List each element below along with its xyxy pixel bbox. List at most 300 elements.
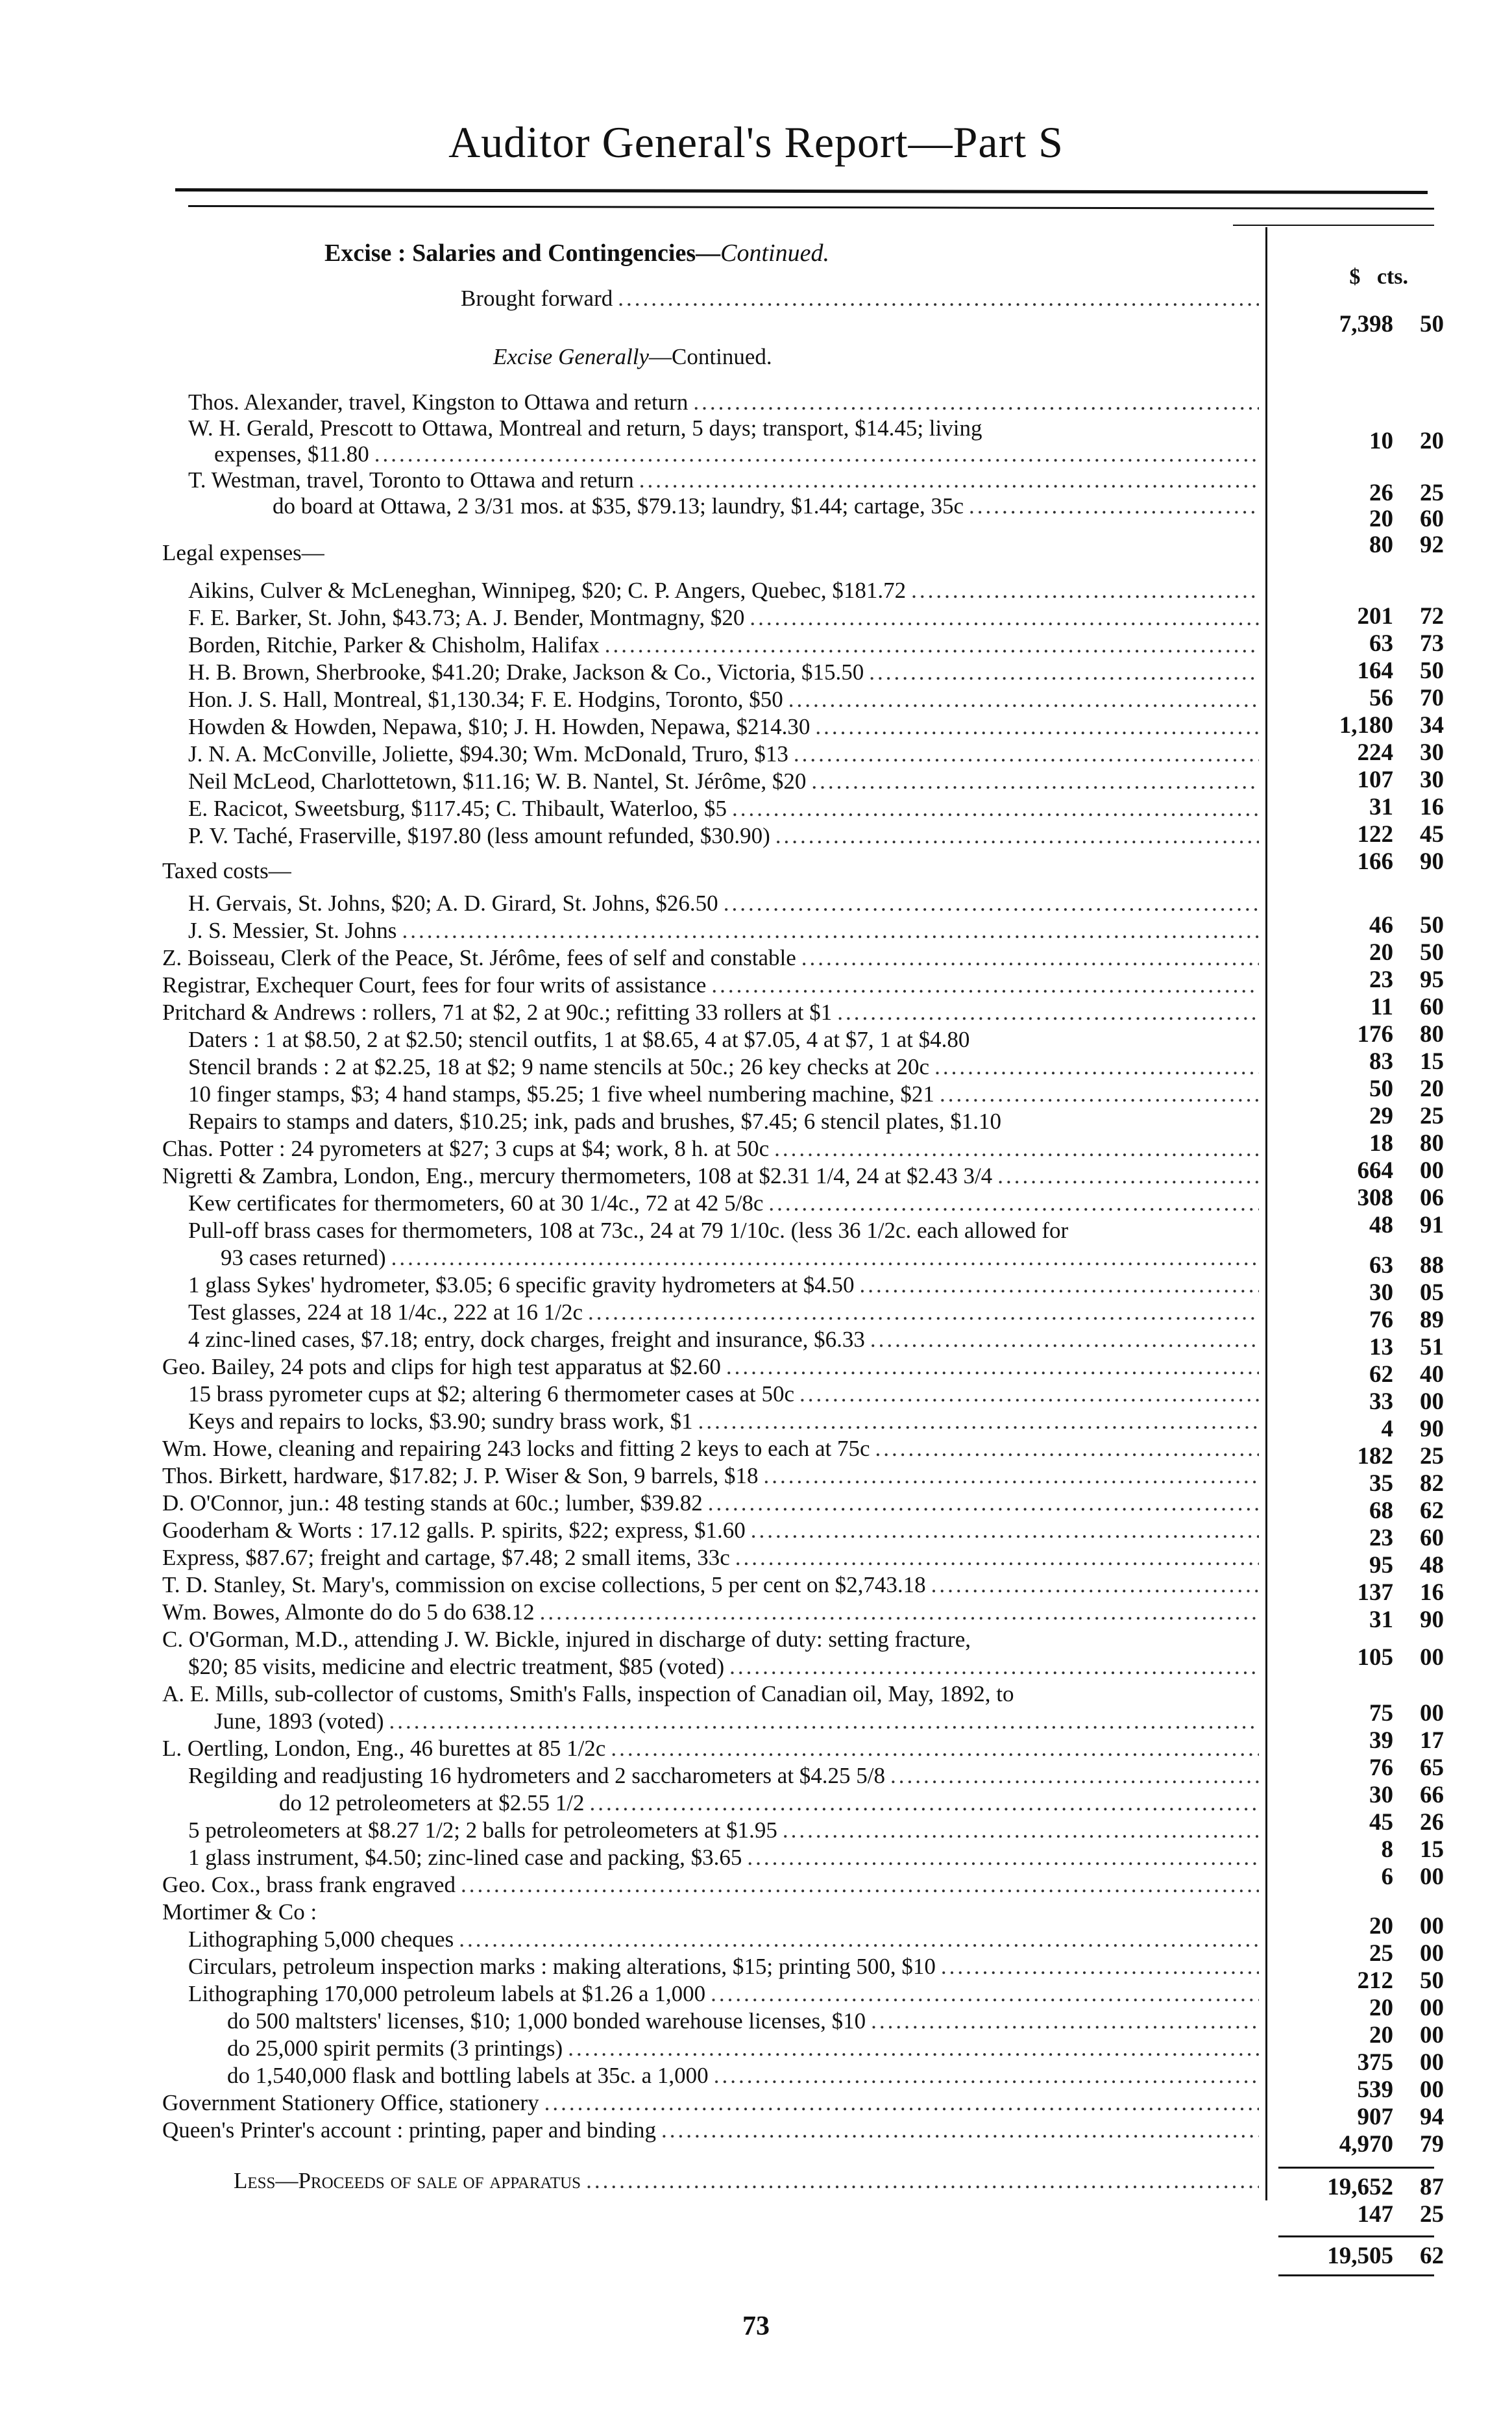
amount-dollars: 182 — [1357, 1443, 1393, 1470]
amount-dollars: 19,505 — [1327, 2243, 1393, 2269]
leader-dots — [796, 945, 1259, 971]
entry-text: Queen's Printer's account : printing, paper and binding — [162, 2117, 657, 2143]
entry-line — [188, 1299, 1259, 1325]
amount-cents: 62 — [1420, 2243, 1444, 2269]
amount-cents: 00 — [1420, 1644, 1444, 1671]
leader-dots — [718, 891, 1259, 917]
amount-dollars: 8 — [1381, 1836, 1393, 1863]
less-label: Less—Proceeds of sale of apparatus — [234, 2168, 581, 2193]
entry-line — [188, 632, 1259, 658]
entry-text: L. Oertling, London, Eng., 46 burettes at 85 1/2c — [162, 1736, 606, 1761]
leader-dots — [777, 1817, 1259, 1843]
amount-row — [1282, 2050, 1444, 2076]
amount-dollars: 166 — [1357, 848, 1393, 875]
leader-dots — [656, 2117, 1259, 2143]
header-rule-thin — [188, 205, 1434, 210]
amount-cents: 00 — [1420, 2076, 1444, 2103]
entry-line — [162, 972, 1259, 998]
leader-dots — [709, 2063, 1259, 2089]
leader-dots — [727, 796, 1259, 822]
leader-dots — [605, 1736, 1259, 1762]
amount-dollars: 30 — [1369, 1782, 1393, 1808]
amount-dollars: 147 — [1357, 2201, 1393, 2228]
leader-dots — [865, 1327, 1259, 1353]
amount-row — [1282, 913, 1444, 939]
entry-text: A. E. Mills, sub-collector of customs, Smith's Falls, inspection of Canadian oil, May, 1892, to — [162, 1681, 1014, 1706]
amount-cents: 00 — [1420, 1700, 1444, 1727]
leader-dots — [746, 1518, 1259, 1544]
subheading — [493, 344, 772, 370]
amount-row — [1282, 1022, 1444, 1048]
amount-row — [1282, 994, 1444, 1020]
entry-text: Regilding and readjusting 16 hydrometers and 2 saccharometers at $4.25 5/8 — [188, 1763, 886, 1788]
amount-dollars: 308 — [1357, 1185, 1393, 1211]
entry-text: D. O'Connor, jun.: 48 testing stands at 60c.; lumber, $39.82 — [162, 1490, 703, 1516]
entry-text: do 12 petroleometers at $2.55 1/2 — [279, 1790, 585, 1816]
leader-dots — [769, 1136, 1259, 1162]
leader-dots — [742, 1845, 1259, 1871]
total-rule — [1278, 2235, 1434, 2237]
entry-text: Taxed costs— — [162, 858, 291, 883]
amount-dollars: 30 — [1369, 1279, 1393, 1306]
amount-cents: 51 — [1420, 1334, 1444, 1360]
amount-cents: 50 — [1420, 658, 1444, 684]
amount-row — [1282, 940, 1444, 966]
amount-cents: 70 — [1420, 685, 1444, 711]
entry-line — [162, 945, 1259, 971]
entry-line — [188, 1381, 1259, 1407]
amount-row — [1282, 2077, 1444, 2103]
entry-line — [162, 1354, 1259, 1380]
entry-line — [162, 858, 291, 884]
amount-dollars: 76 — [1369, 1754, 1393, 1781]
entry-text: P. V. Taché, Fraserville, $197.80 (less amount refunded, $30.90) — [188, 823, 770, 848]
entry-line — [188, 1763, 1259, 1789]
entry-line — [188, 578, 1259, 604]
entry-line — [188, 415, 982, 441]
leader-dots — [759, 1463, 1259, 1489]
amount-dollars: 19,652 — [1327, 2174, 1393, 2200]
entry-line — [188, 1409, 1259, 1434]
entry-line — [162, 1463, 1259, 1489]
amount-cents: 60 — [1420, 506, 1444, 532]
amount-dollars: 11 — [1371, 994, 1393, 1020]
entry-text: 1 glass instrument, $4.50; zinc-lined case and packing, $3.65 — [188, 1845, 742, 1870]
amount-row — [1282, 506, 1444, 532]
amount-cents: 06 — [1420, 1185, 1444, 1211]
amount-dollars: 80 — [1369, 532, 1393, 558]
entry-line — [162, 2117, 1259, 2143]
leader-dots — [613, 286, 1259, 312]
dollar-sign: $ — [1349, 265, 1361, 289]
amount-cents: 50 — [1420, 311, 1444, 338]
leader-dots — [730, 1545, 1259, 1571]
leader-dots — [870, 1436, 1259, 1462]
amount-cents: 48 — [1420, 1552, 1444, 1579]
entry-line — [188, 1817, 1259, 1843]
amount-row — [1282, 1607, 1444, 1633]
entry-text: 10 finger stamps, $3; 4 hand stamps, $5.25; 1 five wheel numbering machine, $21 — [188, 1081, 934, 1107]
entry-text: Thos. Alexander, travel, Kingston to Ottawa and return — [188, 389, 689, 415]
entry-line — [188, 1081, 1259, 1107]
entry-line — [162, 1545, 1259, 1571]
amount-dollars: 83 — [1369, 1048, 1393, 1075]
entry-text: Daters : 1 at $8.50, 2 at $2.50; stencil outfits, 1 at $8.65, 4 at $7.05, 4 at $7, 1 at $4.80 — [188, 1027, 970, 1052]
entry-text: W. H. Gerald, Prescott to Ottawa, Montreal and return, 5 days; transport, $14.45; living — [188, 415, 982, 441]
entry-text: Borden, Ritchie, Parker & Chisholm, Halifax — [188, 632, 600, 658]
amount-row — [1282, 2023, 1444, 2049]
amount-cents: 25 — [1420, 1103, 1444, 1129]
entry-text: do 500 maltsters' licenses, $10; 1,000 bonded warehouse licenses, $10 — [227, 2008, 866, 2034]
leader-dots — [864, 659, 1259, 685]
entry-line — [188, 687, 1259, 713]
entry-text: Pritchard & Andrews : rollers, 71 at $2, 2 at 90c.; refitting 33 rollers at $1 — [162, 1000, 833, 1025]
page-number: 73 — [742, 2311, 770, 2341]
leader-dots — [581, 2168, 1259, 2194]
amount-dollars: 375 — [1357, 2049, 1393, 2076]
amount-cents: 40 — [1420, 1361, 1444, 1388]
amount-cents: 00 — [1420, 2022, 1444, 2049]
entry-line — [188, 1926, 1259, 1952]
amount-row — [1282, 1076, 1444, 1102]
entry-line — [162, 1000, 1259, 1026]
leader-dots — [936, 1954, 1259, 1980]
entry-text: T. D. Stanley, St. Mary's, commission on excise collections, 5 per cent on $2,743.18 — [162, 1572, 926, 1597]
entry-text: Test glasses, 224 at 18 1/4c., 222 at 16 1/2c — [188, 1299, 583, 1325]
leader-dots — [706, 972, 1259, 998]
amount-dollars: 105 — [1357, 1644, 1393, 1671]
entry-line — [188, 389, 1259, 415]
amount-cents: 34 — [1420, 712, 1444, 739]
entry-text: Repairs to stamps and daters, $10.25; ink, pads and brushes, $7.45; 6 stencil plates, $1.10 — [188, 1109, 1002, 1134]
amount-cents: 30 — [1420, 739, 1444, 766]
leader-dots — [929, 1054, 1259, 1080]
cents-header: cts. — [1376, 265, 1408, 289]
brought-forward-line — [461, 286, 1259, 312]
leader-dots — [384, 1708, 1259, 1734]
entry-line — [162, 1490, 1259, 1516]
amount-dollars: 62 — [1369, 1361, 1393, 1388]
entry-line — [188, 823, 1259, 849]
amount-row — [1282, 1280, 1444, 1306]
entry-text: Neil McLeod, Charlottetown, $11.16; W. B. Nantel, St. Jérôme, $20 — [188, 769, 807, 794]
amount-cents: 90 — [1420, 1606, 1444, 1633]
entry-line — [188, 1190, 1259, 1216]
amount-row — [1282, 1498, 1444, 1524]
entry-text: Aikins, Culver & McLeneghan, Winnipeg, $20; C. P. Angers, Quebec, $181.72 — [188, 578, 907, 603]
entry-line — [188, 1845, 1259, 1871]
amount-dollars: 50 — [1369, 1076, 1393, 1102]
amount-cents: 79 — [1420, 2131, 1444, 2158]
amount-dollars: 164 — [1357, 658, 1393, 684]
entry-text: do 1,540,000 flask and bottling labels at 35c. a 1,000 — [227, 2063, 709, 2088]
amount-dollars: 10 — [1369, 428, 1393, 454]
less-line — [234, 2168, 1259, 2194]
amount-dollars: 48 — [1369, 1212, 1393, 1238]
section-heading-text: Excise : Salaries and Contingencies— — [324, 240, 721, 267]
amount-row — [1282, 1645, 1444, 1671]
leader-dots — [396, 918, 1259, 944]
entry-line — [273, 493, 1259, 519]
amount-row — [1282, 1253, 1444, 1279]
amount-cents: 00 — [1420, 1995, 1444, 2021]
amount-row — [1282, 1444, 1444, 1470]
entry-text: Mortimer & Co : — [162, 1899, 317, 1925]
amount-dollars: 26 — [1369, 480, 1393, 506]
amount-dollars: 23 — [1369, 966, 1393, 993]
entry-text: Hon. J. S. Hall, Montreal, $1,130.34; F. E. Hodgins, Toronto, $50 — [188, 687, 783, 712]
amount-row — [1282, 1525, 1444, 1551]
amount-cents: 66 — [1420, 1782, 1444, 1808]
entry-text: C. O'Gorman, M.D., attending J. W. Bickle, injured in discharge of duty: setting fracture, — [162, 1627, 971, 1652]
entry-line — [162, 1681, 1014, 1707]
amount-cents: 00 — [1420, 1864, 1444, 1890]
entry-line — [162, 1136, 1259, 1162]
entry-line — [188, 1218, 1068, 1244]
amount-cents: 87 — [1420, 2174, 1444, 2200]
amount-dollars: 45 — [1369, 1809, 1393, 1836]
entry-line — [162, 1599, 1259, 1625]
entry-line — [162, 1627, 971, 1653]
entry-text: J. S. Messier, St. Johns — [188, 918, 397, 943]
amount-cents: 89 — [1420, 1307, 1444, 1333]
amount-dollars: 25 — [1369, 1940, 1393, 1967]
amount-cents: 80 — [1420, 1130, 1444, 1157]
amount-dollars: 56 — [1369, 685, 1393, 711]
entry-line — [188, 1954, 1259, 1980]
amount-dollars: 539 — [1357, 2076, 1393, 2103]
amount-cents: 16 — [1420, 794, 1444, 820]
leader-dots — [855, 1272, 1259, 1298]
amount-row — [1282, 1755, 1444, 1781]
leader-dots — [583, 1299, 1259, 1325]
entry-line — [162, 1163, 1259, 1189]
amount-dollars: 4 — [1381, 1416, 1393, 1442]
entry-line — [162, 1899, 317, 1925]
leader-dots — [535, 1599, 1259, 1625]
header-rule-thick — [175, 188, 1428, 194]
leader-dots — [563, 2036, 1259, 2062]
entry-line — [188, 659, 1259, 685]
leader-dots — [584, 1790, 1259, 1816]
entry-text: Stencil brands : 2 at $2.25, 18 at $2; 9 name stencils at 50c.; 26 key checks at 20c — [188, 1054, 930, 1079]
leader-dots — [783, 687, 1259, 713]
leader-dots — [386, 1245, 1259, 1271]
amount-row — [1282, 767, 1444, 793]
amount-cents: 25 — [1420, 480, 1444, 506]
entry-text: J. N. A. McConville, Joliette, $94.30; Wm. McDonald, Truro, $13 — [188, 741, 788, 767]
amount-cents: 45 — [1420, 821, 1444, 848]
amount-cents: 20 — [1420, 428, 1444, 454]
amount-dollars: 63 — [1369, 1252, 1393, 1279]
amount-row — [1282, 794, 1444, 820]
amount-dollars: 46 — [1369, 912, 1393, 939]
entry-text: Nigretti & Zambra, London, Eng., mercury thermometers, 108 at $2.31 1/4, 24 at $2.43 3/4 — [162, 1163, 993, 1188]
amount-cents: 60 — [1420, 994, 1444, 1020]
entry-line — [227, 2036, 1259, 2062]
entry-text: Legal expenses— — [162, 540, 324, 565]
amount-cents: 90 — [1420, 848, 1444, 875]
amount-dollars: 20 — [1369, 506, 1393, 532]
amount-row — [1282, 1995, 1444, 2021]
entry-text: Wm. Bowes, Almonte do do 5 do 638.12 — [162, 1599, 535, 1625]
entry-text: F. E. Barker, St. John, $43.73; A. J. Bender, Montmagny, $20 — [188, 605, 745, 630]
entry-line — [188, 605, 1259, 631]
entry-line — [279, 1790, 1259, 1816]
amount-row — [1282, 1103, 1444, 1129]
amount-row — [1282, 1914, 1444, 1939]
amount-dollars: 76 — [1369, 1307, 1393, 1333]
leader-dots — [744, 605, 1259, 631]
entry-text: do board at Ottawa, 2 3/31 mos. at $35, $79.13; laundry, $1.44; cartage, 35c — [273, 493, 964, 519]
amount-dollars: 137 — [1357, 1579, 1393, 1606]
leader-dots — [934, 1081, 1259, 1107]
entry-text: E. Racicot, Sweetsburg, $117.45; C. Thibault, Waterloo, $5 — [188, 796, 727, 821]
entry-text: 93 cases returned) — [221, 1245, 386, 1270]
amount-row — [1282, 480, 1444, 506]
amount-row — [1282, 631, 1444, 657]
leader-dots — [964, 493, 1259, 519]
amount-cents: 80 — [1420, 1021, 1444, 1048]
amount-cents: 30 — [1420, 767, 1444, 793]
entry-line — [188, 467, 1259, 493]
entry-line — [227, 2008, 1259, 2034]
leader-dots — [866, 2008, 1259, 2034]
section-heading-continued: Continued. — [720, 240, 829, 267]
entry-text: June, 1893 (voted) — [214, 1708, 384, 1734]
leader-dots — [693, 1409, 1259, 1434]
entry-text: Howden & Howden, Nepawa, $10; J. H. Howden, Nepawa, $214.30 — [188, 714, 811, 739]
entry-text: Geo. Cox., brass frank engraved — [162, 1872, 456, 1897]
amount-row — [1282, 1471, 1444, 1497]
entry-line — [162, 1518, 1259, 1544]
amount-row — [1282, 1158, 1444, 1184]
amount-cents: 15 — [1420, 1836, 1444, 1863]
amount-cents: 50 — [1420, 1967, 1444, 1994]
entry-text: Wm. Howe, cleaning and repairing 243 locks and fitting 2 keys to each at 75c — [162, 1436, 870, 1461]
amount-row — [1282, 1362, 1444, 1388]
amount-cents: 00 — [1420, 2049, 1444, 2076]
leader-dots — [885, 1763, 1259, 1789]
brought-forward-amount — [1282, 312, 1444, 338]
amount-dollars: 7,398 — [1339, 311, 1393, 338]
amount-cents: 95 — [1420, 966, 1444, 993]
leader-dots — [369, 441, 1259, 467]
entry-text: Lithographing 170,000 petroleum labels at $1.26 a 1,000 — [188, 1981, 706, 2006]
entry-text: Chas. Potter : 24 pyrometers at $27; 3 cups at $4; work, 8 h. at 50c — [162, 1136, 770, 1161]
amount-dollars: 18 — [1369, 1130, 1393, 1157]
amount-row — [1282, 967, 1444, 993]
leader-dots — [600, 632, 1259, 658]
amount-row — [1282, 1416, 1444, 1442]
amount-dollars: 31 — [1369, 1606, 1393, 1633]
amount-dollars: 20 — [1369, 1913, 1393, 1939]
amount-dollars: 35 — [1369, 1470, 1393, 1497]
amount-row — [1282, 1701, 1444, 1727]
entry-line — [162, 1736, 1259, 1762]
amount-cents: 00 — [1420, 1157, 1444, 1184]
amount-dollars: 664 — [1357, 1157, 1393, 1184]
column-top-rule — [1233, 225, 1434, 226]
amount-dollars: 63 — [1369, 630, 1393, 657]
entry-line — [188, 796, 1259, 822]
amount-row — [1282, 713, 1444, 739]
amount-dollars: 23 — [1369, 1525, 1393, 1551]
amount-cents: 72 — [1420, 603, 1444, 630]
less-amount — [1282, 2202, 1444, 2228]
amount-row — [1282, 1728, 1444, 1754]
section-heading — [324, 239, 829, 267]
entry-line — [188, 1981, 1259, 2007]
entry-line — [188, 1054, 1259, 1080]
amount-row — [1282, 1864, 1444, 1890]
entry-text: Express, $87.67; freight and cartage, $7.48; 2 small items, 33c — [162, 1545, 730, 1570]
amount-column-header — [1304, 265, 1408, 289]
leader-dots — [926, 1572, 1259, 1598]
amount-row — [1282, 1941, 1444, 1967]
amount-cents: 00 — [1420, 1913, 1444, 1939]
amount-row — [1282, 1968, 1444, 1994]
amount-cents: 16 — [1420, 1579, 1444, 1606]
amount-dollars: 122 — [1357, 821, 1393, 848]
amount-dollars: 176 — [1357, 1021, 1393, 1048]
entry-text: Thos. Birkett, hardware, $17.82; J. P. Wiser & Son, 9 barrels, $18 — [162, 1463, 759, 1488]
leader-dots — [454, 1926, 1259, 1952]
entry-text: 5 petroleometers at $8.27 1/2; 2 balls for petroleometers at $1.95 — [188, 1817, 777, 1843]
amount-cents: 05 — [1420, 1279, 1444, 1306]
amount-row — [1282, 1212, 1444, 1238]
amount-row — [1282, 1580, 1444, 1606]
entry-text: 4 zinc-lined cases, $7.18; entry, dock charges, freight and insurance, $6.33 — [188, 1327, 865, 1352]
amount-dollars: 33 — [1369, 1388, 1393, 1415]
entry-text: Keys and repairs to locks, $3.90; sundry brass work, $1 — [188, 1409, 693, 1434]
amount-cents: 94 — [1420, 2104, 1444, 2130]
leader-dots — [832, 1000, 1259, 1026]
amount-cents: 17 — [1420, 1727, 1444, 1754]
entry-text: H. B. Brown, Sherbrooke, $41.20; Drake, Jackson & Co., Victoria, $15.50 — [188, 659, 864, 685]
amount-row — [1282, 822, 1444, 848]
entry-line — [162, 1436, 1259, 1462]
amount-row — [1282, 1782, 1444, 1808]
amount-dollars: 224 — [1357, 739, 1393, 766]
amount-dollars: 20 — [1369, 2022, 1393, 2049]
total-amount — [1282, 2243, 1444, 2269]
amount-cents: 15 — [1420, 1048, 1444, 1075]
leader-dots — [721, 1354, 1259, 1380]
entry-text: do 25,000 spirit permits (3 printings) — [227, 2036, 563, 2061]
leader-dots — [456, 1872, 1259, 1898]
leader-dots — [763, 1190, 1259, 1216]
amount-cents: 60 — [1420, 1525, 1444, 1551]
entry-text: T. Westman, travel, Toronto to Ottawa and return — [188, 467, 634, 493]
amount-row — [1282, 740, 1444, 766]
entry-line — [188, 1272, 1259, 1298]
amount-dollars: 13 — [1369, 1334, 1393, 1360]
entry-line — [188, 741, 1259, 767]
subtotal-amount — [1282, 2174, 1444, 2200]
entry-text: 15 brass pyrometer cups at $2; altering 6 thermometer cases at 50c — [188, 1381, 794, 1407]
amount-row — [1282, 1335, 1444, 1360]
entry-text: Lithographing 5,000 cheques — [188, 1926, 454, 1952]
entry-line — [162, 2090, 1259, 2116]
amount-cents: 65 — [1420, 1754, 1444, 1781]
amount-cents: 62 — [1420, 1497, 1444, 1524]
entry-line — [188, 1327, 1259, 1353]
amount-dollars: 212 — [1357, 1967, 1393, 1994]
entry-line — [188, 891, 1259, 917]
entry-line — [188, 1109, 1001, 1135]
entry-line — [188, 1654, 1259, 1680]
